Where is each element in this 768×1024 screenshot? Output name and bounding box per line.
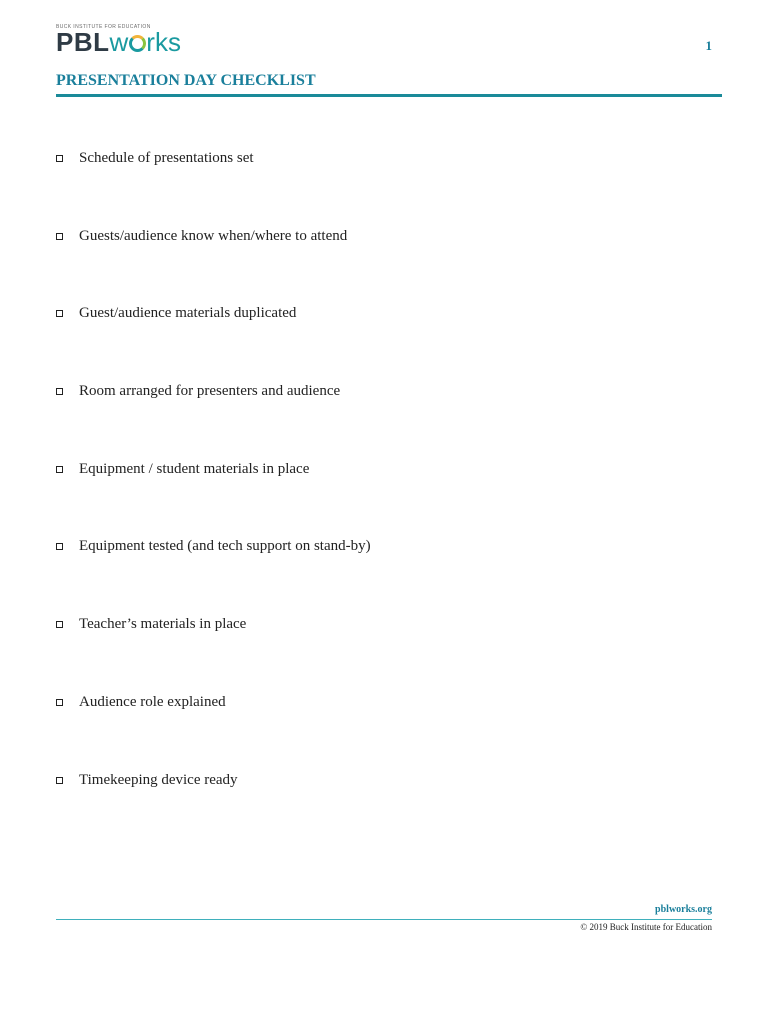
checklist-item bbox=[56, 536, 371, 614]
checklist-item-label: Equipment / student materials in place bbox=[79, 460, 310, 477]
checklist-item bbox=[56, 226, 371, 304]
checkbox-icon[interactable] bbox=[56, 699, 63, 706]
checklist-item-label: Audience role explained bbox=[79, 693, 226, 710]
checklist-item-label: Equipment tested (and tech support on stand-by) bbox=[79, 538, 371, 555]
logo-rks: rks bbox=[146, 27, 181, 57]
checklist-item-label: Schedule of presentations set bbox=[79, 150, 254, 166]
footer-copyright: © 2019 Buck Institute for Education bbox=[580, 922, 712, 932]
logo-wordmark bbox=[56, 28, 181, 56]
checklist-item bbox=[56, 692, 371, 770]
checklist-item bbox=[56, 381, 371, 459]
checklist-item-label: Room arranged for presenters and audience bbox=[79, 383, 341, 400]
footer-divider bbox=[56, 919, 712, 920]
checklist-item bbox=[56, 770, 371, 848]
checklist-item-label: Timekeeping device ready bbox=[79, 771, 238, 788]
checkbox-icon[interactable] bbox=[56, 155, 63, 162]
logo-ring-icon bbox=[129, 35, 146, 52]
checklist-item bbox=[56, 459, 371, 537]
checklist-item-label: Teacher’s materials in place bbox=[79, 616, 247, 633]
page-number: 1 bbox=[705, 38, 712, 53]
checklist-item bbox=[56, 148, 371, 226]
checkbox-icon[interactable] bbox=[56, 310, 63, 317]
checkbox-icon[interactable] bbox=[56, 621, 63, 628]
logo-tagline: BUCK INSTITUTE FOR EDUCATION bbox=[56, 24, 151, 30]
checkbox-icon[interactable] bbox=[56, 466, 63, 473]
checklist-item-label: Guests/audience know when/where to attend bbox=[79, 227, 348, 244]
checkbox-icon[interactable] bbox=[56, 543, 63, 550]
checklist-item bbox=[56, 303, 371, 381]
checkbox-icon[interactable] bbox=[56, 777, 63, 784]
checklist-item-label: Guest/audience materials duplicated bbox=[79, 305, 297, 322]
checkbox-icon[interactable] bbox=[56, 388, 63, 395]
footer-site-link[interactable]: pblworks.org bbox=[655, 904, 712, 915]
title-divider bbox=[56, 94, 722, 97]
logo-pbl: PBL bbox=[56, 27, 110, 57]
pblworks-logo bbox=[56, 24, 196, 58]
checkbox-icon[interactable] bbox=[56, 233, 63, 240]
checklist bbox=[56, 148, 371, 847]
document-title: PRESENTATION DAY CHECKLIST bbox=[56, 72, 316, 89]
checklist-item bbox=[56, 614, 371, 692]
logo-w: w bbox=[109, 27, 129, 57]
